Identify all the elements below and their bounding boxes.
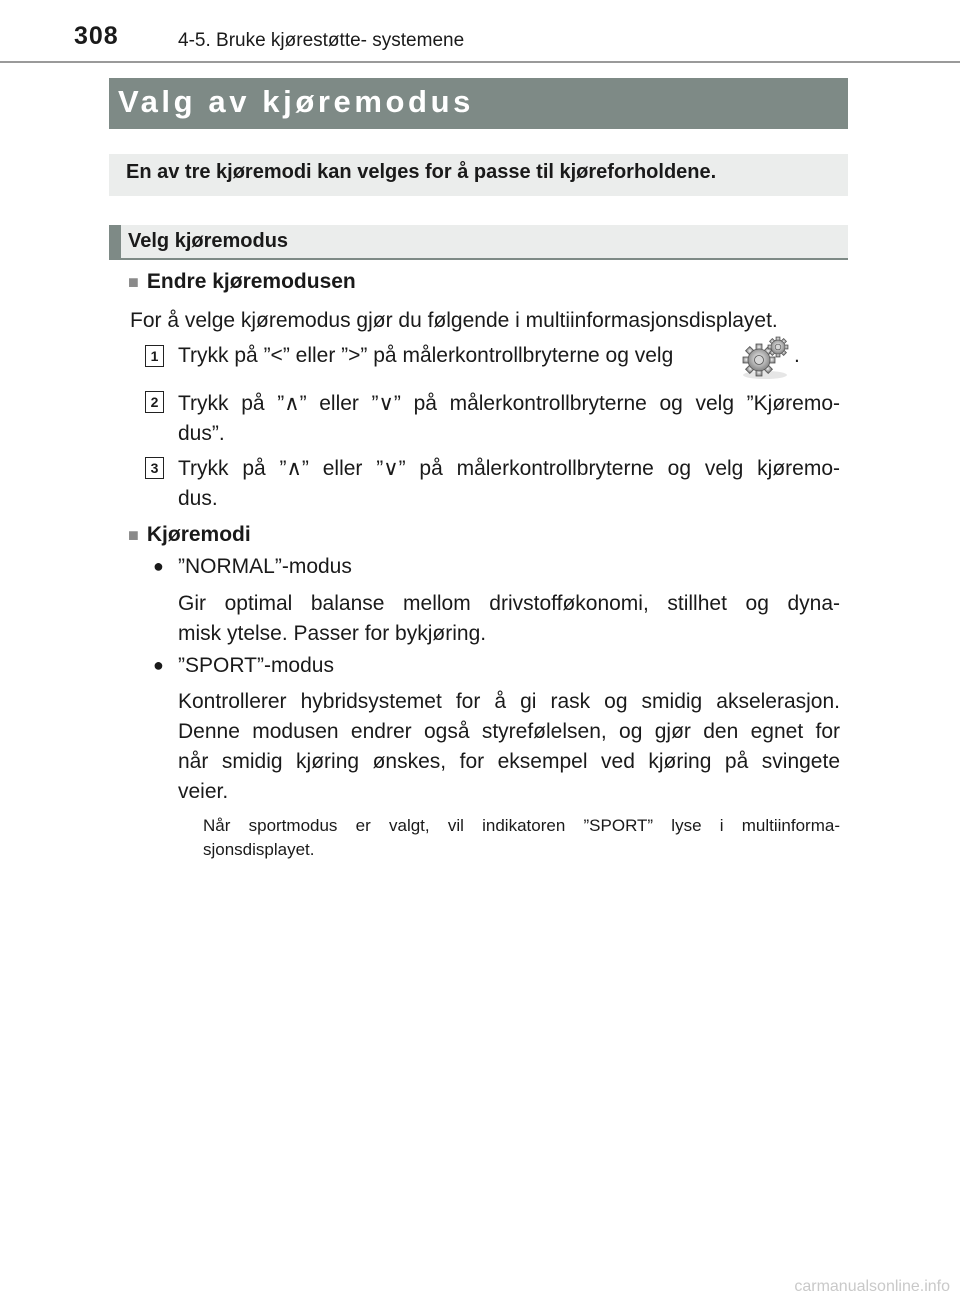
mode-sport-line-1: Kontrollerer hybridsystemet for å gi rask og smidig akselerasjon.: [178, 690, 840, 713]
section-heading: Velg kjøremodus: [128, 230, 289, 252]
subheading-change-mode-text: Endre kjøremodusen: [146, 270, 356, 293]
mode-sport-line-2: Denne modusen endrer også styrefølelsen, og gjør den egnet for: [178, 720, 840, 743]
step-1-number: 1: [145, 345, 164, 367]
mode-sport-line-3: når smidig kjøring ønskes, for eksempel ved kjøring på svingete: [178, 750, 840, 773]
page-title: Valg av kjøremodus: [118, 84, 474, 119]
square-bullet-icon: ■: [128, 272, 139, 292]
note-line-1: Når sportmodus er valgt, vil indikatoren ”SPORT” lyse i multiinforma-: [203, 816, 840, 835]
mode-normal-name: ”NORMAL”-modus: [178, 555, 352, 578]
subheading-change-mode: [128, 270, 356, 294]
footer-watermark: carmanualsonline.info: [794, 1278, 950, 1295]
page-number: 308: [74, 22, 119, 50]
step-3-line-2: dus.: [178, 487, 218, 510]
change-mode-lead: For å velge kjøremodus gjør du følgende i multiinformasjonsdisplayet.: [130, 309, 778, 332]
step-2-line-1: Trykk på ”∧” eller ”∨” på målerkontrollbryterne og velg ”Kjøremo-: [178, 392, 840, 415]
subheading-modes: [128, 523, 251, 547]
step-2-line-2: dus”.: [178, 422, 225, 445]
gear-settings-icon: [738, 335, 792, 381]
mode-normal-line-2: misk ytelse. Passer for bykjøring.: [178, 622, 487, 645]
mode-normal-line-1: Gir optimal balanse mellom drivstofføkonomi, stillhet og dyna-: [178, 592, 840, 615]
bullet-icon: ●: [153, 556, 164, 576]
subheading-modes-text: Kjøremodi: [146, 523, 251, 546]
header-rule: [0, 61, 960, 63]
intro-text: En av tre kjøremodi kan velges for å passe til kjøreforholdene.: [126, 161, 717, 183]
note-line-2: sjonsdisplayet.: [203, 840, 315, 859]
square-bullet-icon: ■: [128, 525, 139, 545]
step-3-number: 3: [145, 457, 164, 479]
mode-sport-line-4: veier.: [178, 780, 229, 803]
step-1-text: Trykk på ”<” eller ”>” på målerkontrollbryterne og velg: [178, 344, 674, 367]
step-3-line-1: Trykk på ”∧” eller ”∨” på målerkontrollbryterne og velg kjøremo-: [178, 457, 840, 480]
step-1-end: .: [794, 344, 800, 367]
mode-sport-name: ”SPORT”-modus: [178, 654, 334, 677]
chapter-title: 4-5. Bruke kjørestøtte- systemene: [178, 30, 465, 51]
bullet-icon: ●: [153, 655, 164, 675]
step-2-number: 2: [145, 391, 164, 413]
